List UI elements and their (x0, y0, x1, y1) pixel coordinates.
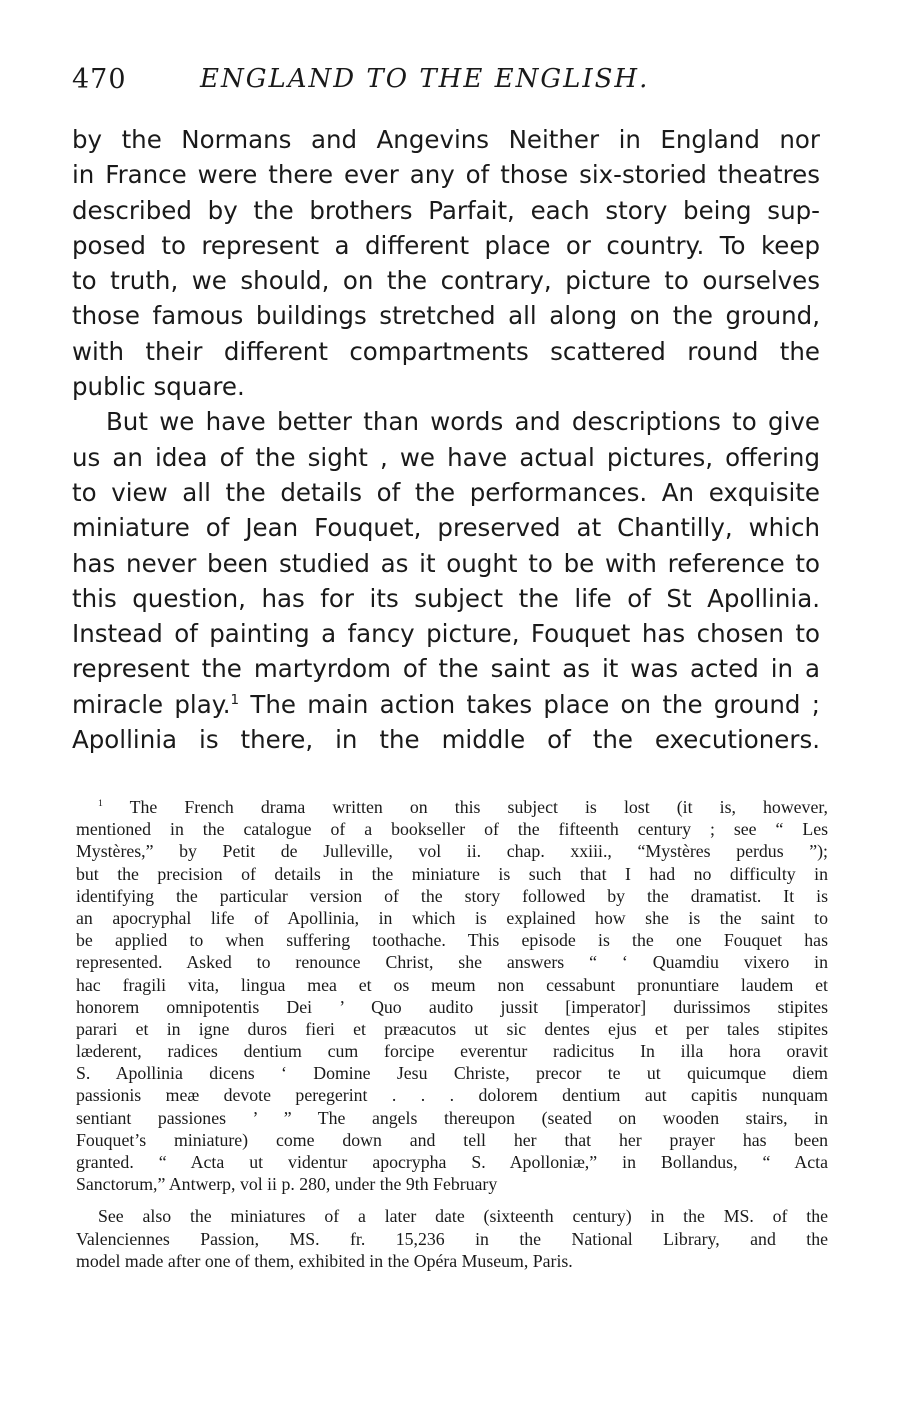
running-title: ENGLAND TO THE ENGLISH. (200, 64, 650, 94)
footnote-line: Fouquet’s miniature) come down and tell her that her prayer has been (76, 1129, 828, 1150)
text-line: Apollinia is there, in the middle of the executioners. (72, 725, 820, 755)
footnote-line: Sanctorum,” Antwerp, vol ii p. 280, under the 9th February (76, 1174, 498, 1195)
text-line: to truth, we should, on the contrary, picture to ourselves (72, 266, 820, 296)
footnote-line: passionis meæ devote peregerint . . . dolorem dentium aut capitis nunquam (76, 1085, 828, 1106)
footnote-line: parari et in igne duros fieri et præacutos ut sic dentes ejus et per tales stipites (76, 1018, 828, 1039)
text-segment: miracle play. (72, 689, 231, 719)
text-line: this question, has for its subject the life of St Apollinia. (72, 583, 820, 613)
page-header (72, 60, 832, 104)
text-line: those famous buildings stretched all along on the ground, (72, 301, 820, 331)
footnote-marker: 1 (230, 691, 240, 708)
text-line: described by the brothers Parfait, each story being sup- (72, 195, 820, 225)
text-line: us an idea of the sight , we have actual pictures, offering (72, 442, 820, 472)
text-line: by the Normans and Angevins Neither in England nor (72, 125, 820, 154)
footnote-line: Mystères,” by Petit de Julleville, vol ii. chap. xxiii., “Mystères perdus ”); (76, 841, 828, 862)
text-line: to view all the details of the performances. An exquisite (72, 477, 820, 507)
footnotes (76, 796, 828, 1272)
footnote-line: sentiant passiones ’ ” The angels thereupon (seated on wooden stairs, in (76, 1107, 828, 1128)
footnote-line: an apocryphal life of Apollinia, in which is explained how she is the saint to (76, 907, 828, 928)
text-line: posed to represent a different place or country. To keep (72, 230, 820, 260)
text-line: in France were there ever any of those six-storied theatres (72, 160, 820, 190)
footnote-gap (76, 1195, 828, 1205)
footnote-line: See also the miniatures of a later date (sixteenth century) in the MS. of the (98, 1206, 828, 1227)
main-text (72, 122, 820, 757)
footnote-line: identifying the particular version of the story followed by the dramatist. It is (76, 885, 828, 906)
text-line-with-footnote-ref (72, 687, 820, 722)
text-line: represent the martyrdom of the saint as it was acted in a (72, 654, 820, 684)
text-line: But we have better than words and descriptions to give (106, 407, 820, 437)
footnote-line: but the precision of details in the miniature is such that I had no difficulty in (76, 863, 828, 884)
footnote-line (76, 796, 828, 818)
footnote-line: be applied to when suffering toothache. This episode is the one Fouquet has (76, 930, 828, 951)
text-line: Instead of painting a fancy picture, Fouquet has chosen to (72, 619, 820, 649)
footnote-line: S. Apollinia dicens ‘ Domine Jesu Christe, precor te ut quicumque diem (76, 1063, 828, 1084)
footnote-text: The French drama written on this subject is lost (it is, however, (129, 797, 828, 817)
footnote-line: honorem omnipotentis Dei ’ Quo audito jussit [imperator] durissimos stipites (76, 996, 828, 1017)
footnote-line: læderent, radices dentium cum forcipe everentur radicitus In illa hora oravit (76, 1041, 828, 1062)
text-segment: The main action takes place on the ground ; (250, 689, 820, 719)
footnote-line: Valenciennes Passion, MS. fr. 15,236 in the National Library, and the (76, 1228, 828, 1249)
text-line: public square. (72, 372, 245, 402)
footnote-line: granted. “ Acta ut videntur apocrypha S. Apolloniæ,” in Bollandus, “ Acta (76, 1152, 828, 1172)
footnote-number: 1 (98, 798, 103, 810)
text-line: with their different compartments scattered round the (72, 336, 820, 366)
footnote-line: represented. Asked to renounce Christ, she answers “ ‘ Quamdiu vixero in (76, 952, 828, 973)
text-line: miniature of Jean Fouquet, preserved at Chantilly, which (72, 513, 820, 543)
text-line: has never been studied as it ought to be with reference to (72, 548, 820, 578)
footnote-line: model made after one of them, exhibited in the Opéra Museum, Paris. (76, 1250, 573, 1271)
page-number: 470 (72, 64, 127, 95)
footnote-line: mentioned in the catalogue of a bookseller of the fifteenth century ; see “ Les (76, 819, 828, 840)
footnote-line: hac fragili vita, lingua mea et os meum non cessabunt pronuntiare laudem et (76, 974, 828, 995)
